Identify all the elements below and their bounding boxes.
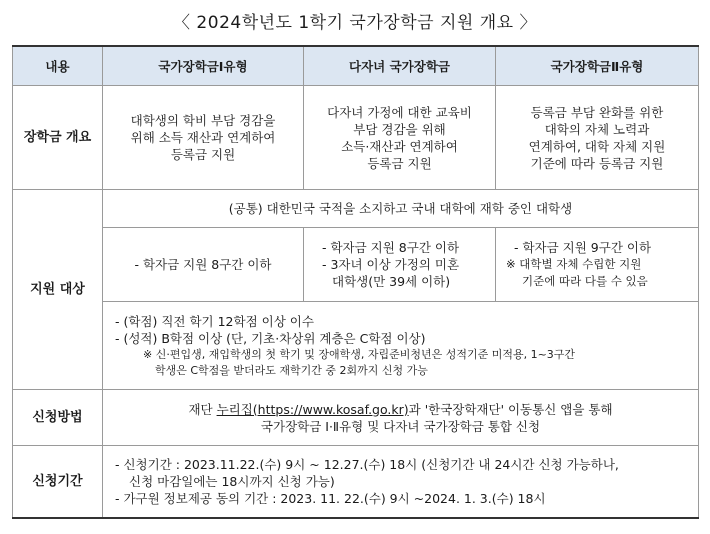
target-common: (공통) 대한민국 국적을 소지하고 국내 대학에 재학 중인 대학생	[103, 190, 699, 228]
target-multi-line: 대학생(만 39세 이하)	[332, 274, 451, 289]
grade-note-line: 학생은 C학점을 받더라도 재학기간 중 2회까지 신청 가능	[155, 363, 428, 377]
target-common-row	[13, 190, 699, 228]
overview-table	[12, 45, 699, 519]
header-type1: 국가장학금Ⅰ유형	[103, 46, 304, 86]
overview-type1-line: 위해 소득 재산과 연계하여	[130, 130, 276, 145]
overview-type2-line: 대학의 자체 노력과	[544, 121, 650, 137]
period-line: - 신청기간 : 2023.11.22.(수) 9시 ~ 12.27.(수) 18시 (신청기간 내 24시간 신청 가능하나,	[115, 456, 619, 472]
method-row	[13, 390, 699, 446]
overview-type2-line: 연계하여, 대학 자체 지원	[528, 138, 666, 154]
overview-type2-line: 등록금 부담 완화를 위한	[530, 104, 664, 120]
period-label: 신청기간	[13, 446, 103, 518]
header-multi-child: 다자녀 국가장학금	[304, 46, 496, 86]
target-type2-note: 기준에 따라 다를 수 있음	[522, 274, 648, 288]
overview-type2-line: 기준에 따라 등록금 지원	[530, 155, 664, 171]
method-content	[103, 390, 699, 446]
overview-multi-line: 다자녀 가정에 대한 교육비	[327, 104, 472, 120]
target-multi-line: - 학자금 지원 8구간 이하	[322, 240, 460, 255]
target-grade	[103, 302, 699, 390]
target-type1: - 학자금 지원 8구간 이하	[103, 228, 304, 302]
header-type2: 국가장학금Ⅱ유형	[496, 46, 699, 86]
overview-multi-line: 부담 경감을 위해	[353, 121, 446, 137]
target-type-row	[13, 228, 699, 302]
kosaf-link[interactable]: 누리집(https://www.kosaf.go.kr)	[216, 401, 409, 417]
overview-multi-line: 소득·재산과 연계하여	[341, 138, 458, 154]
overview-type1-line: 등록금 지원	[170, 147, 236, 162]
overview-multi	[304, 86, 496, 190]
overview-type2	[496, 86, 699, 190]
target-type2	[496, 228, 699, 302]
method-line1-prefix: 재단	[188, 401, 217, 417]
method-line2: 국가장학금 Ⅰ·Ⅱ유형 및 다자녀 국가장학금 통합 신청	[260, 418, 541, 434]
method-line1-suffix: 과 '한국장학재단' 이동통신 앱을 통해	[408, 401, 613, 417]
period-content	[103, 446, 699, 518]
target-type2-note: ※ 대학별 자체 수립한 지원	[506, 257, 642, 271]
overview-type1	[103, 86, 304, 190]
grade-credit-line: - (학점) 직전 학기 12학점 이상 이수	[115, 313, 314, 329]
target-multi	[304, 228, 496, 302]
grade-note-line: ※ 신·편입생, 재입학생의 첫 학기 및 장애학생, 자립준비청년은 성적기준 미적용, 1~3구간	[143, 347, 576, 361]
overview-label: 장학금 개요	[13, 86, 103, 190]
target-multi-line: - 3자녀 이상 가정의 미혼	[322, 257, 460, 272]
page-title: 〈 2024학년도 1학기 국가장학금 지원 개요 〉	[173, 13, 537, 33]
overview-multi-line: 등록금 지원	[367, 155, 432, 171]
period-line: - 가구원 정보제공 동의 기간 : 2023. 11. 22.(수) 9시 ~2024. 1. 3.(수) 18시	[115, 490, 546, 506]
grade-score-line: - (성적) B학점 이상 (단, 기초·차상위 계층은 C학점 이상)	[115, 330, 426, 346]
period-row	[13, 446, 699, 518]
overview-row	[13, 86, 699, 190]
target-type2-line: - 학자금 지원 9구간 이하	[514, 240, 652, 255]
header-content: 내용	[13, 46, 103, 86]
method-label: 신청방법	[13, 390, 103, 446]
target-label: 지원 대상	[13, 190, 103, 390]
overview-type1-line: 대학생의 학비 부담 경감을	[130, 113, 276, 128]
header-row	[13, 46, 699, 86]
method-line1	[107, 401, 694, 418]
period-line: 신청 마감일에는 18시까지 신청 가능)	[129, 473, 335, 489]
target-grade-row	[13, 302, 699, 390]
